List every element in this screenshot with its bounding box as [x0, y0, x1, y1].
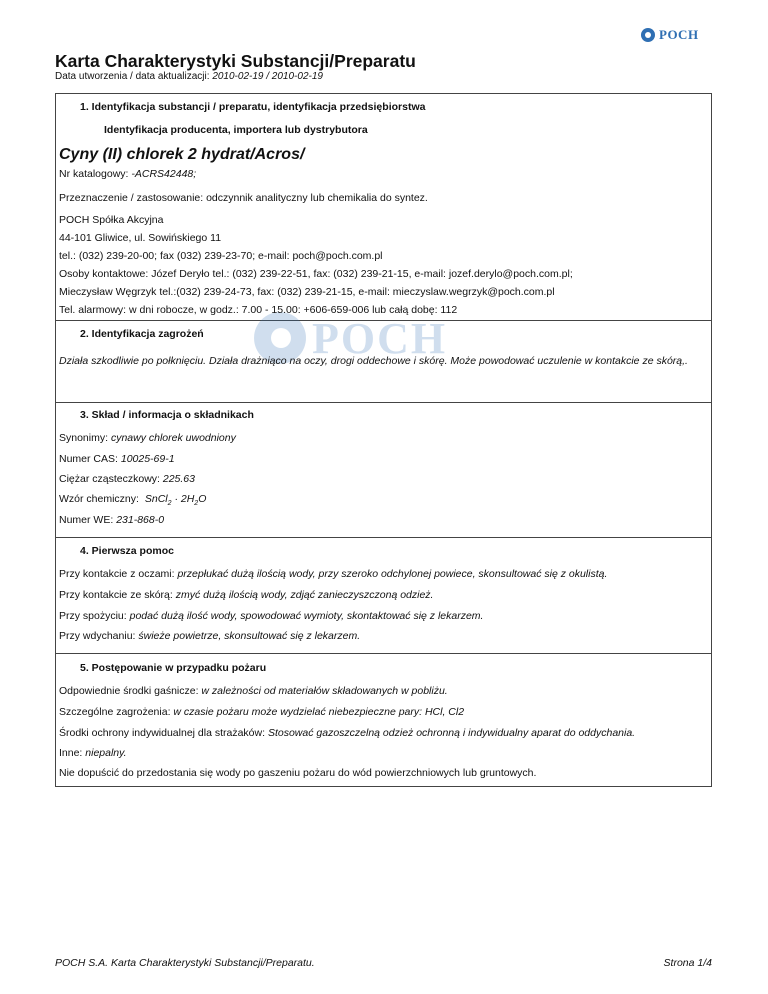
section-divider [55, 653, 712, 654]
dates-label: Data utworzenia / data aktualizacji: [55, 71, 210, 82]
first-aid-inhalation [59, 630, 360, 642]
ingest-label: Przy spożyciu: [59, 610, 127, 622]
molecular-weight [59, 473, 195, 485]
special-hazards [59, 706, 464, 718]
firefighter-ppe [59, 727, 635, 739]
catalog-label: Nr katalogowy: [59, 168, 129, 180]
formula-part: SnCl [144, 493, 168, 505]
document-title: Karta Charakterystyki Substancji/Preparatu [55, 51, 416, 71]
formula-part: O [198, 493, 207, 505]
other-label: Inne: [59, 747, 83, 759]
company-line: Osoby kontaktowe: Józef Deryło tel.: (032) 239-22-51, fax: (032) 239-21-15, e-mail: jozef.derylo@poch.com.pl; [59, 268, 573, 280]
intended-use: Przeznaczenie / zastosowanie: odczynnik analityczny lub chemikalia do syntez. [59, 192, 428, 204]
skin-value: zmyć dużą ilością wody, zdjąć zanieczyszczoną odzież. [175, 589, 434, 601]
hazard-label: Szczególne zagrożenia: [59, 706, 171, 718]
company-line: tel.: (032) 239-20-00; fax (032) 239-23-70; e-mail: poch@poch.com.pl [59, 250, 383, 262]
first-aid-ingestion [59, 610, 483, 622]
media-label: Odpowiednie środki gaśnicze: [59, 685, 199, 697]
section-1-subheading: Identyfikacja producenta, importera lub dystrybutora [104, 124, 368, 136]
formula-subscript: 2 [167, 500, 172, 508]
catalog-number [59, 168, 196, 180]
weight-label: Ciężar cząsteczkowy: [59, 473, 160, 485]
eyes-value: przepłukać dużą ilością wody, przy szeroko odchylonej powiece, skonsultować się z okulistą. [177, 568, 608, 580]
ppe-label: Środki ochrony indywidualnej dla strażaków: [59, 727, 266, 739]
cas-value: 10025-69-1 [120, 453, 175, 465]
company-line: 44-101 Gliwice, ul. Sowińskiego 11 [59, 232, 222, 244]
chemical-formula [59, 493, 206, 507]
footer-page-number: Strona 1/4 [663, 957, 712, 969]
water-runoff-note: Nie dopuścić do przedostania się wody po gaszeniu pożaru do wód powierzchniowych lub gruntowych. [59, 767, 537, 779]
footer-document-name: POCH S.A. Karta Charakterystyki Substancji/Preparatu. [55, 957, 315, 969]
document-dates [55, 71, 323, 82]
synonyms [59, 432, 236, 444]
formula-part: · 2H [171, 493, 195, 505]
media-value: w zależności od materiałów składowanych w pobliżu. [201, 685, 448, 697]
poch-logo-text: POCH [659, 27, 699, 42]
company-line: POCH Spółka Akcyjna [59, 214, 164, 226]
section-2-heading: 2. Identyfikacja zagrożeń [80, 328, 204, 340]
other-value: niepalny. [85, 747, 127, 759]
ec-number [59, 514, 164, 526]
watermark-text: POCH [312, 313, 448, 363]
formula-label: Wzór chemiczny: [59, 493, 139, 505]
ppe-value: Stosować gazoszczelną odzież ochronną i indywidualny aparat do oddychania. [267, 727, 636, 739]
inhale-value: świeże powietrze, skonsultować się z lekarzem. [138, 630, 361, 642]
section-divider [55, 537, 712, 538]
first-aid-eyes [59, 568, 607, 580]
extinguishing-media [59, 685, 448, 697]
formula-subscript: 2 [194, 500, 199, 508]
cas-number [59, 453, 175, 465]
other-info [59, 747, 127, 759]
dates-value: 2010-02-19 / 2010-02-19 [212, 71, 323, 82]
we-label: Numer WE: [59, 514, 114, 526]
company-line: Mieczysław Węgrzyk tel.:(032) 239-24-73, fax: (032) 239-21-15, e-mail: mieczyslaw.wegrzyk@poch.com.pl [59, 286, 555, 298]
product-name: Cyny (II) chlorek 2 hydrat/Acros/ [59, 146, 305, 163]
first-aid-skin [59, 589, 433, 601]
hazard-statement: Działa szkodliwie po połknięciu. Działa drażniąco na oczy, drogi oddechowe i skórę. Może powodować uczulenie w kontakcie ze skórą,. [59, 355, 688, 367]
skin-label: Przy kontakcie ze skórą: [59, 589, 173, 601]
synonyms-value: cynawy chlorek uwodniony [110, 432, 236, 444]
cas-label: Numer CAS: [59, 453, 118, 465]
eyes-label: Przy kontakcie z oczami: [59, 568, 175, 580]
poch-logo [641, 27, 699, 43]
section-1-heading: 1. Identyfikacja substancji / preparatu, identyfikacja przedsiębiorstwa [80, 101, 426, 113]
section-divider [55, 402, 712, 403]
hazard-value: w czasie pożaru może wydzielać niebezpieczne pary: HCl, Cl2 [173, 706, 465, 718]
company-line: Tel. alarmowy: w dni robocze, w godz.: 7.00 - 15.00: +606-659-006 lub całą dobę: 112 [59, 304, 458, 316]
we-value: 231-868-0 [116, 514, 165, 526]
synonyms-label: Synonimy: [59, 432, 109, 444]
catalog-value: -ACRS42448; [131, 168, 197, 180]
section-5-heading: 5. Postępowanie w przypadku pożaru [80, 662, 267, 674]
inhale-label: Przy wdychaniu: [59, 630, 136, 642]
weight-value: 225.63 [162, 473, 195, 485]
formula-value [144, 493, 207, 508]
section-4-heading: 4. Pierwsza pomoc [80, 545, 174, 557]
section-3-heading: 3. Skład / informacja o składnikach [80, 409, 254, 421]
ingest-value: podać dużą ilość wody, spowodować wymioty, skontaktować się z lekarzem. [129, 610, 484, 622]
poch-logo-icon [641, 28, 655, 42]
